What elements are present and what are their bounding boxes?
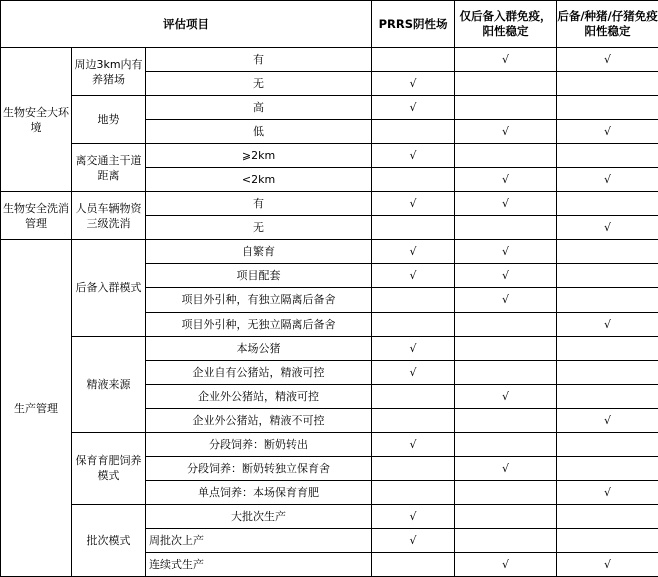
empty-cell: [372, 312, 455, 336]
empty-cell: [557, 240, 658, 264]
empty-cell: [557, 504, 658, 528]
empty-cell: [557, 288, 658, 312]
option-cell: 项目外引种，有独立隔离后备舍: [146, 288, 372, 312]
check-mark-icon: √: [372, 432, 455, 456]
empty-cell: [557, 360, 658, 384]
empty-cell: [455, 408, 557, 432]
empty-cell: [455, 504, 557, 528]
check-mark-icon: √: [372, 72, 455, 96]
option-cell: <2km: [146, 168, 372, 192]
subcategory-cell: 后备入群模式: [72, 240, 146, 336]
option-cell: 连续式生产: [146, 552, 372, 576]
option-cell: ⩾2km: [146, 144, 372, 168]
empty-cell: [557, 528, 658, 552]
check-mark-icon: √: [557, 408, 658, 432]
empty-cell: [455, 336, 557, 360]
empty-cell: [455, 312, 557, 336]
empty-cell: [557, 144, 658, 168]
header-item: 评估项目: [1, 1, 372, 48]
header-row: [1, 1, 658, 48]
empty-cell: [557, 96, 658, 120]
table-row: [1, 240, 658, 264]
check-mark-icon: √: [372, 336, 455, 360]
empty-cell: [455, 432, 557, 456]
check-mark-icon: √: [372, 192, 455, 216]
table-row: [1, 144, 658, 168]
empty-cell: [557, 264, 658, 288]
empty-cell: [455, 528, 557, 552]
option-cell: 低: [146, 120, 372, 144]
check-mark-icon: √: [372, 144, 455, 168]
subcategory-cell: 人员车辆物资三级洗消: [72, 192, 146, 240]
empty-cell: [372, 48, 455, 72]
empty-cell: [455, 144, 557, 168]
empty-cell: [372, 552, 455, 576]
check-mark-icon: √: [372, 528, 455, 552]
subcategory-cell: 周边3km内有养猪场: [72, 48, 146, 96]
empty-cell: [372, 408, 455, 432]
empty-cell: [372, 480, 455, 504]
option-cell: 大批次生产: [146, 504, 372, 528]
check-mark-icon: √: [455, 240, 557, 264]
check-mark-icon: √: [557, 480, 658, 504]
empty-cell: [557, 192, 658, 216]
check-mark-icon: √: [557, 552, 658, 576]
check-mark-icon: √: [372, 264, 455, 288]
empty-cell: [372, 216, 455, 240]
check-mark-icon: √: [557, 120, 658, 144]
empty-cell: [557, 432, 658, 456]
option-cell: 有: [146, 192, 372, 216]
option-cell: 周批次上产: [146, 528, 372, 552]
table-row: [1, 48, 658, 72]
empty-cell: [372, 384, 455, 408]
check-mark-icon: √: [455, 552, 557, 576]
header-all-immunized: 后备/种猪/仔猪免疫阳性稳定: [557, 1, 658, 48]
check-mark-icon: √: [372, 96, 455, 120]
category-cell: 生物安全大环境: [1, 48, 72, 192]
empty-cell: [557, 456, 658, 480]
table-row: [1, 192, 658, 216]
check-mark-icon: √: [455, 384, 557, 408]
table-row: [1, 504, 658, 528]
option-cell: 企业外公猪站，精液可控: [146, 384, 372, 408]
empty-cell: [455, 360, 557, 384]
option-cell: 本场公猪: [146, 336, 372, 360]
option-cell: 自繁育: [146, 240, 372, 264]
option-cell: 分段饲养：断奶转独立保育舍: [146, 456, 372, 480]
empty-cell: [557, 72, 658, 96]
check-mark-icon: √: [557, 168, 658, 192]
empty-cell: [372, 168, 455, 192]
option-cell: 分段饲养：断奶转出: [146, 432, 372, 456]
empty-cell: [372, 456, 455, 480]
subcategory-cell: 批次模式: [72, 504, 146, 576]
option-cell: 企业外公猪站，精液不可控: [146, 408, 372, 432]
option-cell: 无: [146, 216, 372, 240]
table-row: [1, 432, 658, 456]
check-mark-icon: √: [455, 168, 557, 192]
empty-cell: [557, 384, 658, 408]
check-mark-icon: √: [455, 120, 557, 144]
empty-cell: [455, 216, 557, 240]
check-mark-icon: √: [455, 456, 557, 480]
option-cell: 单点饲养：本场保育育肥: [146, 480, 372, 504]
category-cell: 生物安全洗消管理: [1, 192, 72, 240]
check-mark-icon: √: [372, 504, 455, 528]
check-mark-icon: √: [455, 48, 557, 72]
option-cell: 有: [146, 48, 372, 72]
option-cell: 企业自有公猪站，精液可控: [146, 360, 372, 384]
table-row: [1, 336, 658, 360]
empty-cell: [557, 336, 658, 360]
option-cell: 无: [146, 72, 372, 96]
check-mark-icon: √: [455, 264, 557, 288]
table-body: [1, 48, 658, 577]
check-mark-icon: √: [557, 48, 658, 72]
header-prrs-negative: PRRS阴性场: [372, 1, 455, 48]
check-mark-icon: √: [557, 216, 658, 240]
check-mark-icon: √: [455, 288, 557, 312]
check-mark-icon: √: [372, 240, 455, 264]
check-mark-icon: √: [372, 360, 455, 384]
option-cell: 高: [146, 96, 372, 120]
empty-cell: [455, 96, 557, 120]
empty-cell: [455, 480, 557, 504]
subcategory-cell: 离交通主干道距离: [72, 144, 146, 192]
subcategory-cell: 精液来源: [72, 336, 146, 432]
empty-cell: [455, 72, 557, 96]
subcategory-cell: 地势: [72, 96, 146, 144]
check-mark-icon: √: [557, 312, 658, 336]
option-cell: 项目配套: [146, 264, 372, 288]
header-gilt-immunized: 仅后备入群免疫，阳性稳定: [455, 1, 557, 48]
empty-cell: [372, 120, 455, 144]
table-row: [1, 96, 658, 120]
empty-cell: [372, 288, 455, 312]
option-cell: 项目外引种，无独立隔离后备舍: [146, 312, 372, 336]
category-cell: 生产管理: [1, 240, 72, 577]
check-mark-icon: √: [455, 192, 557, 216]
subcategory-cell: 保育育肥饲养模式: [72, 432, 146, 504]
